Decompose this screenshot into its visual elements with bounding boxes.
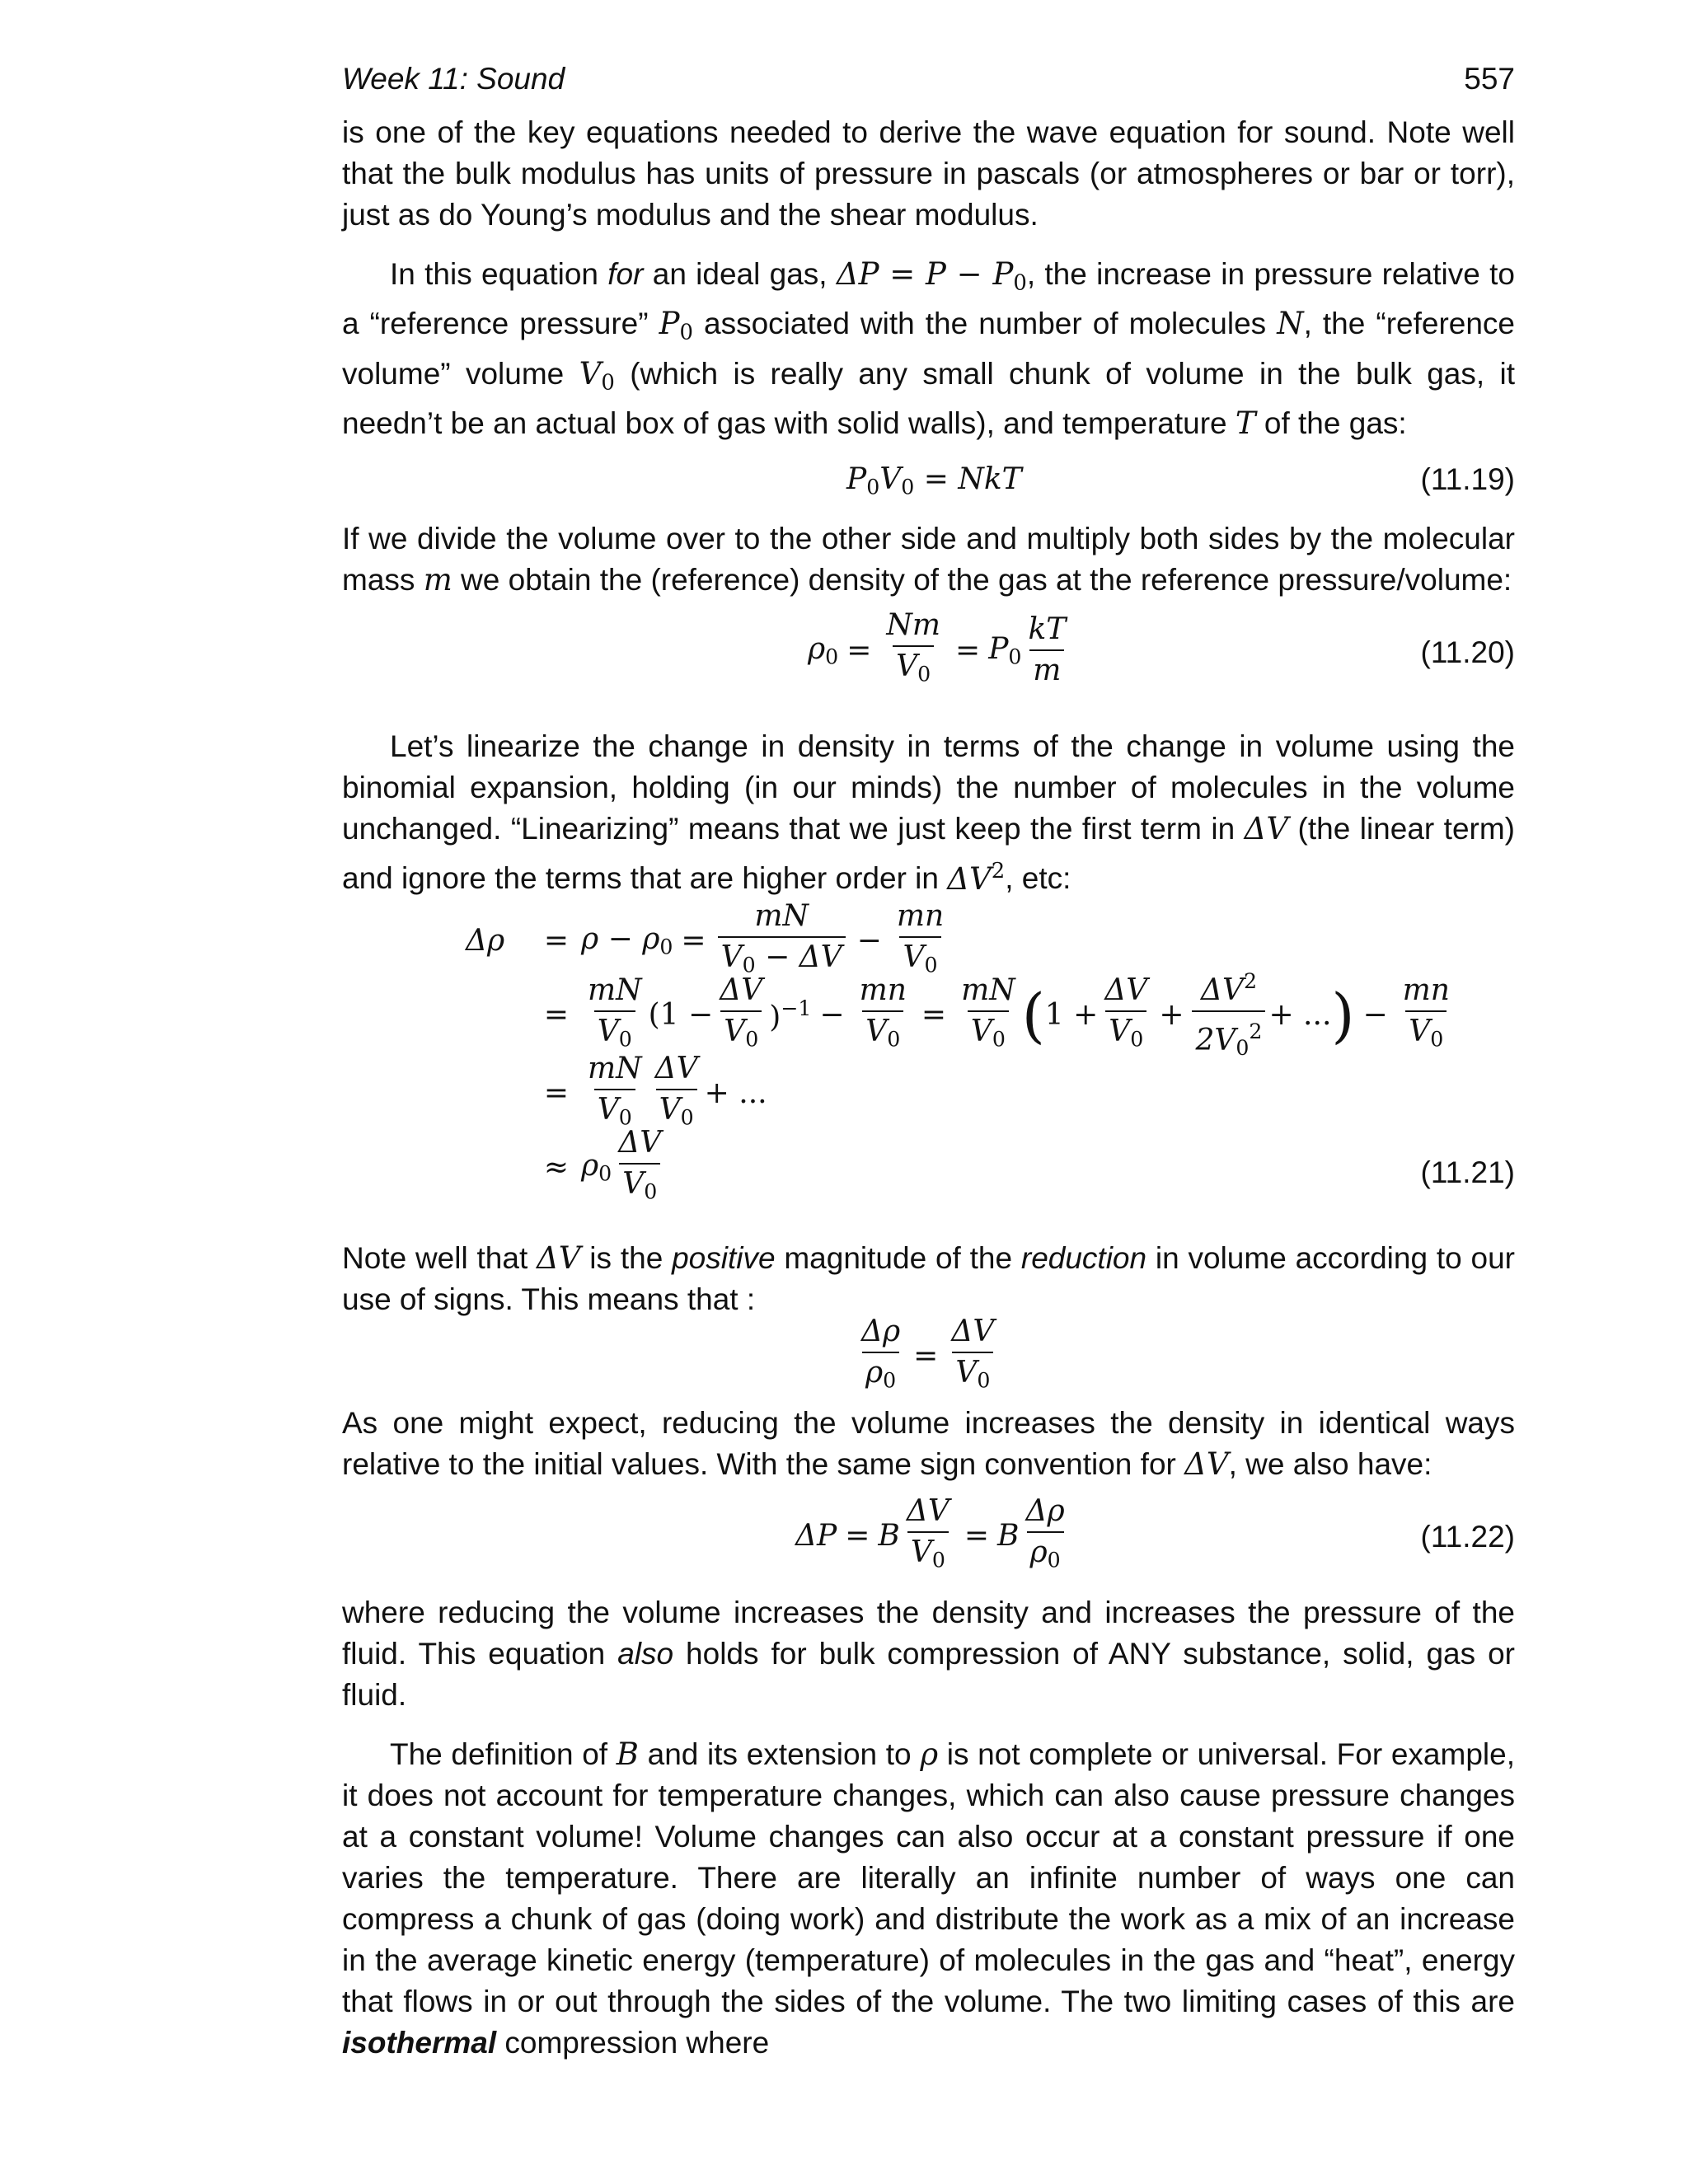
paragraph-1: is one of the key equations needed to derive the wave equation for sound. Note well that the bulk modulus has units of pressure in pascals (or atmospheres or bar or torr), just as do Young’s modulus and the shear modulus. — [342, 115, 1515, 232]
paragraph-3: If we divide the volume over to the other side and multiply both sides by the molecular mass m we obtain the (reference) density of the gas at the reference pressure/volume: — [342, 522, 1515, 598]
equation-density-ratio: $\frac{\Delta\rho}{\rho_0}$ = $\frac{\Delta V}{V_0}$ — [342, 1320, 1515, 1403]
paragraph-2: In this equation for an ideal gas, $\Delta P = P - P_0$, the increase in pressure relative to a “reference pressure” $P_0$ associated with the number of molecules N, the “reference volume” volume $V_0$ (which is really any small chunk of volume in the bulk gas, it needn’t be an actual box of gas with solid walls), and temperature T of the gas: — [342, 256, 1516, 442]
equation-number: (11.21) — [1420, 1155, 1515, 1189]
paragraph-6: As one might expect, reducing the volume increases the density in identical ways relative to the initial values. With the same sign convention for ΔV, we also have: — [342, 1405, 1515, 1482]
paragraph-8: The definition of B and its extension to ρ is not complete or universal. For example, it does not account for temperature changes, which can also cause pressure changes at a constant volume! Volume changes can also occur at a constant pressure if one varies the temperature. There are literally an infinite number of ways one can compress a chunk of gas (doing work) and distribute the work as a mix of an increase in the average kinetic energy (temperature) of molecules in the gas and “heat”, energy that flows in or out through the sides of the volume. The two limiting cases of this are isothermal compression where — [342, 1736, 1515, 2060]
equation-11-20: $\rho_0$ = $\frac{Nm}{V_0}$ = $P_0$ $\frac{kT}{m}$ (11.20) — [342, 601, 1515, 708]
running-title: Week 11: Sound — [342, 62, 565, 96]
paragraph-5: Note well that ΔV is the positive magnitude of the reduction in volume according to our use of signs. This means that : — [342, 1240, 1515, 1316]
equation-number: (11.22) — [1420, 1519, 1515, 1554]
paragraph-7: where reducing the volume increases the density and increases the pressure of the fluid. This equation also holds for bulk compression of ANY substance, solid, gas or fluid. — [342, 1595, 1515, 1712]
page-header — [342, 58, 1515, 107]
page-body — [342, 58, 1515, 2064]
equation-11-19: $P_0V_0$ = NkT (11.19) — [846, 462, 1515, 499]
page-number: 557 — [1464, 62, 1515, 96]
paragraph-4: Let’s linearize the change in density in terms of the change in volume using the binomial expansion, holding (in our minds) the number of molecules in the volume unchanged. “Linearizing” means that we just keep the first term in ΔV (the linear term) and ignore the terms that are higher order in $\Delta V^2$, etc: — [342, 729, 1515, 897]
equation-number: (11.20) — [1420, 635, 1515, 670]
equation-number: (11.19) — [1420, 462, 1515, 497]
equation-11-22: ΔP = B $\frac{\Delta V}{V_0}$ = B $\frac{\Delta\rho}{\rho_0}$ (11.22) — [342, 1485, 1515, 1592]
equation-11-21: Δρ = $\rho - \rho_0$ = $\frac{mN}{V_0 - \Delta V}$ − $\frac{mn}{V_0}$ = $\frac{mN}{V_0}$ (1 − $\frac{\Delta V}{V_0}$ )$^{-1}$ − $\frac{mn}{V_0}$ = $\frac{mN}{V_0}$ ( 1 + $\frac{\Delta V}{V_0}$ + $\frac{\Delta V^2}{2V_0^2}$ + ... ) − $\frac{mn}{V_0}$ = $\frac{mN}{V_0}$ $\frac{\Delta V}{V_0}$ + ... ≈ $\rho_0$ $\frac{\Delta V}{V_0}$ (11.21) — [342, 900, 1515, 1238]
